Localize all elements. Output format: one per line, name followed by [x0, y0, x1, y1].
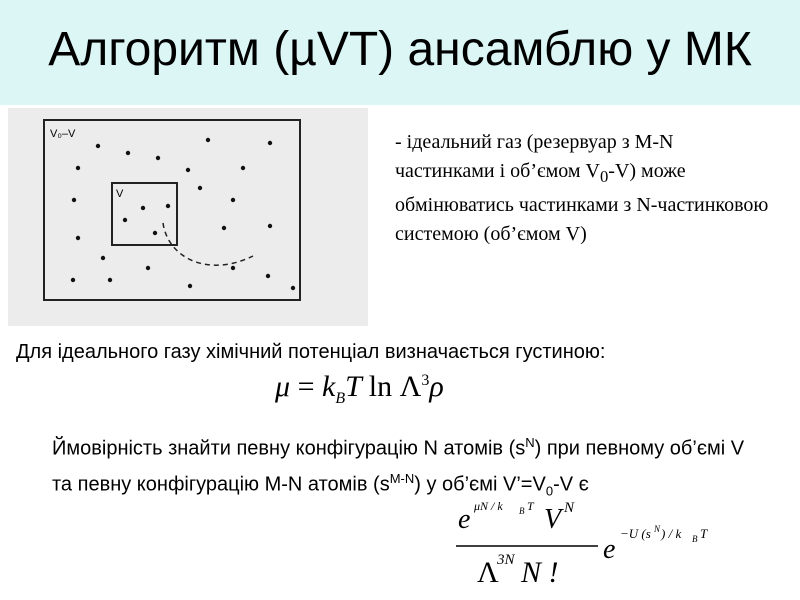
desc-sub: 0	[599, 167, 609, 186]
reservoir-diagram	[8, 108, 368, 326]
particles	[71, 138, 295, 290]
svg-text:N: N	[564, 500, 575, 516]
reservoir-figure	[8, 108, 368, 326]
svg-text:B: B	[692, 534, 698, 544]
svg-text:e: e	[603, 534, 616, 565]
svg-text:N !: N !	[521, 556, 559, 589]
chemical-potential-formula: $\mu = k_BT$ $\ln \Lambda^3\rho$	[275, 370, 444, 407]
svg-text:V: V	[544, 504, 562, 535]
svg-text:) / k: ) / k	[661, 526, 682, 541]
svg-text:−U (s: −U (s	[620, 526, 651, 541]
outer-label: V₀–V	[50, 128, 76, 140]
svg-text:3N: 3N	[497, 552, 515, 568]
svg-text:T: T	[527, 499, 534, 513]
potential-text: Для ідеального газу хімічний потенціал визначається густиною:	[16, 341, 606, 363]
svg-text:T: T	[700, 526, 708, 541]
inner-label: V	[116, 188, 124, 200]
desc-text-2: -V) може обмінюватись частинками з N-частинковою системою (об’ємом V)	[395, 160, 769, 245]
reservoir-description	[395, 128, 775, 249]
mu-symbol: μ	[275, 370, 291, 403]
probability-text: Ймовірність знайти певну конфігурацію N атомів $(s^N)$ при певному об’ємі V та певну конфігурацію M-N атомів $(s^{M-N})$ у об’ємі $V’=V_0-V$ є	[52, 435, 745, 499]
slide-title: Алгоритм (µVT) ансамблю у МК	[48, 23, 752, 76]
svg-text:Λ: Λ	[477, 556, 499, 589]
probability-formula-svg	[448, 488, 793, 593]
outer-box	[44, 120, 300, 300]
svg-text:μN / k: μN / k	[474, 499, 503, 513]
svg-text:N: N	[654, 524, 661, 534]
svg-text:B: B	[519, 506, 525, 516]
svg-text:e: e	[458, 504, 471, 535]
probability-formula	[448, 488, 793, 593]
desc-text-1: - ідеальний газ (резервуар з M-N частинками і об’ємом V	[395, 131, 674, 182]
